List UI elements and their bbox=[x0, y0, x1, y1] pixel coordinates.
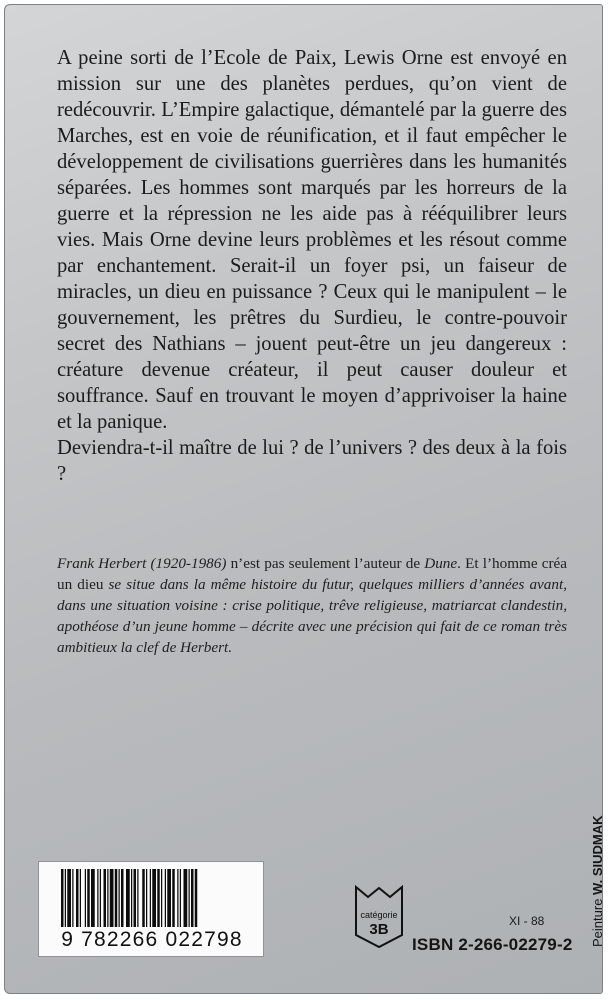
barcode-bar bbox=[104, 869, 107, 927]
barcode-bar bbox=[161, 869, 162, 927]
barcode-bar bbox=[115, 869, 118, 927]
edition-code: XI - 88 bbox=[509, 914, 545, 928]
back-cover bbox=[4, 4, 603, 994]
category-code: 3B bbox=[369, 921, 389, 938]
barcode-bar bbox=[107, 869, 108, 927]
barcode-bar bbox=[189, 869, 190, 927]
dune-title: Dune bbox=[424, 555, 458, 572]
barcode-bars bbox=[59, 869, 245, 927]
barcode-bar bbox=[110, 869, 114, 927]
book-blurb bbox=[57, 45, 567, 487]
illustration-credit bbox=[590, 816, 605, 948]
category-badge bbox=[354, 885, 404, 949]
barcode-bar bbox=[72, 869, 73, 927]
barcode-bar bbox=[184, 869, 188, 927]
author-note bbox=[57, 553, 567, 658]
barcode-bar bbox=[126, 869, 130, 927]
barcode-bar bbox=[85, 869, 86, 927]
barcode-bar bbox=[80, 869, 81, 927]
barcode-bar bbox=[137, 869, 138, 927]
barcode-bar bbox=[195, 869, 198, 927]
barcode-bar bbox=[61, 869, 64, 927]
book-title-mention: . Et l’homme créa un dieu bbox=[57, 555, 568, 593]
blurb-closing-question: Deviendra-t-il maître de lui ? de l’univers ? des deux à la fois ? bbox=[57, 437, 567, 485]
barcode-bar bbox=[134, 869, 137, 927]
barcode-bar bbox=[87, 869, 90, 927]
barcode-bar bbox=[150, 869, 151, 927]
isbn: ISBN 2-266-02279-2 bbox=[412, 935, 573, 954]
barcode-bar bbox=[180, 869, 181, 927]
barcode-bar bbox=[119, 869, 120, 927]
category-label: catégorie bbox=[360, 910, 398, 920]
barcode-digits: 9 782266 022798 bbox=[61, 928, 243, 951]
barcode-bar bbox=[76, 869, 79, 927]
barcode-bar bbox=[165, 869, 166, 927]
barcode-bar bbox=[142, 869, 145, 927]
barcode-bar bbox=[97, 869, 98, 927]
barcode-bar bbox=[91, 869, 95, 927]
barcode-bar bbox=[131, 869, 132, 927]
credit-prefix: Peinture bbox=[590, 894, 605, 947]
barcode-bar bbox=[157, 869, 160, 927]
barcode-bar bbox=[177, 869, 178, 927]
blurb-paragraph: A peine sorti de l’Ecole de Paix, Lewis Orne est envoyé en mission sur une des planètes perdues, qu’on vient de redécouvrir. L’Empire galactique, démantelé par la guerre des Marches, est en voie de réunification, et il faut empêcher le développement de civilisations guerrières dans les humanités séparées. Les hommes sont marqués par les horreurs de la guerre et la répression ne les aide pas à rééquilibrer leurs vies. Mais Orne devine leurs problèmes et les résout comme par enchantement. Serait-il un foyer psi, un faiseur de miracles, un dieu en puissance ? Ceux qui le manipulent – le gouvernement, les prêtres du Surdieu, le contre-pouvoir secret des Nathians – jouent peut-être un jeu dangereux : créature devenue créateur, il peut causer douleur et souffrance. Sauf en trouvant le moyen d’apprivoiser la haine et la panique. bbox=[57, 47, 567, 433]
illustrator-name: W. SIUDMAK bbox=[590, 815, 605, 895]
barcode-bar bbox=[146, 869, 147, 927]
barcode-bar bbox=[172, 869, 175, 927]
author-note-description: se situe dans la même histoire du futur, quelques milliers d’années avant, dans une situation voisine : crise politique, trêve religieuse, matriarcat clandestin, apothéose d’un jeune homme – décrite avec une précision qui fait de ce roman très ambitieux la clef de Herbert. bbox=[57, 576, 567, 656]
barcode-bar bbox=[167, 869, 171, 927]
barcode-bar bbox=[65, 869, 66, 927]
barcode-bar bbox=[152, 869, 156, 927]
barcode-bar bbox=[121, 869, 124, 927]
barcode-bar bbox=[191, 869, 194, 927]
author-note-text: n’est pas seulement l’auteur de bbox=[226, 555, 425, 572]
author-name-dates: Frank Herbert (1920-1986) bbox=[57, 555, 227, 572]
barcode-bar bbox=[100, 869, 101, 927]
barcode-label bbox=[38, 861, 264, 957]
barcode-bar bbox=[67, 869, 71, 927]
